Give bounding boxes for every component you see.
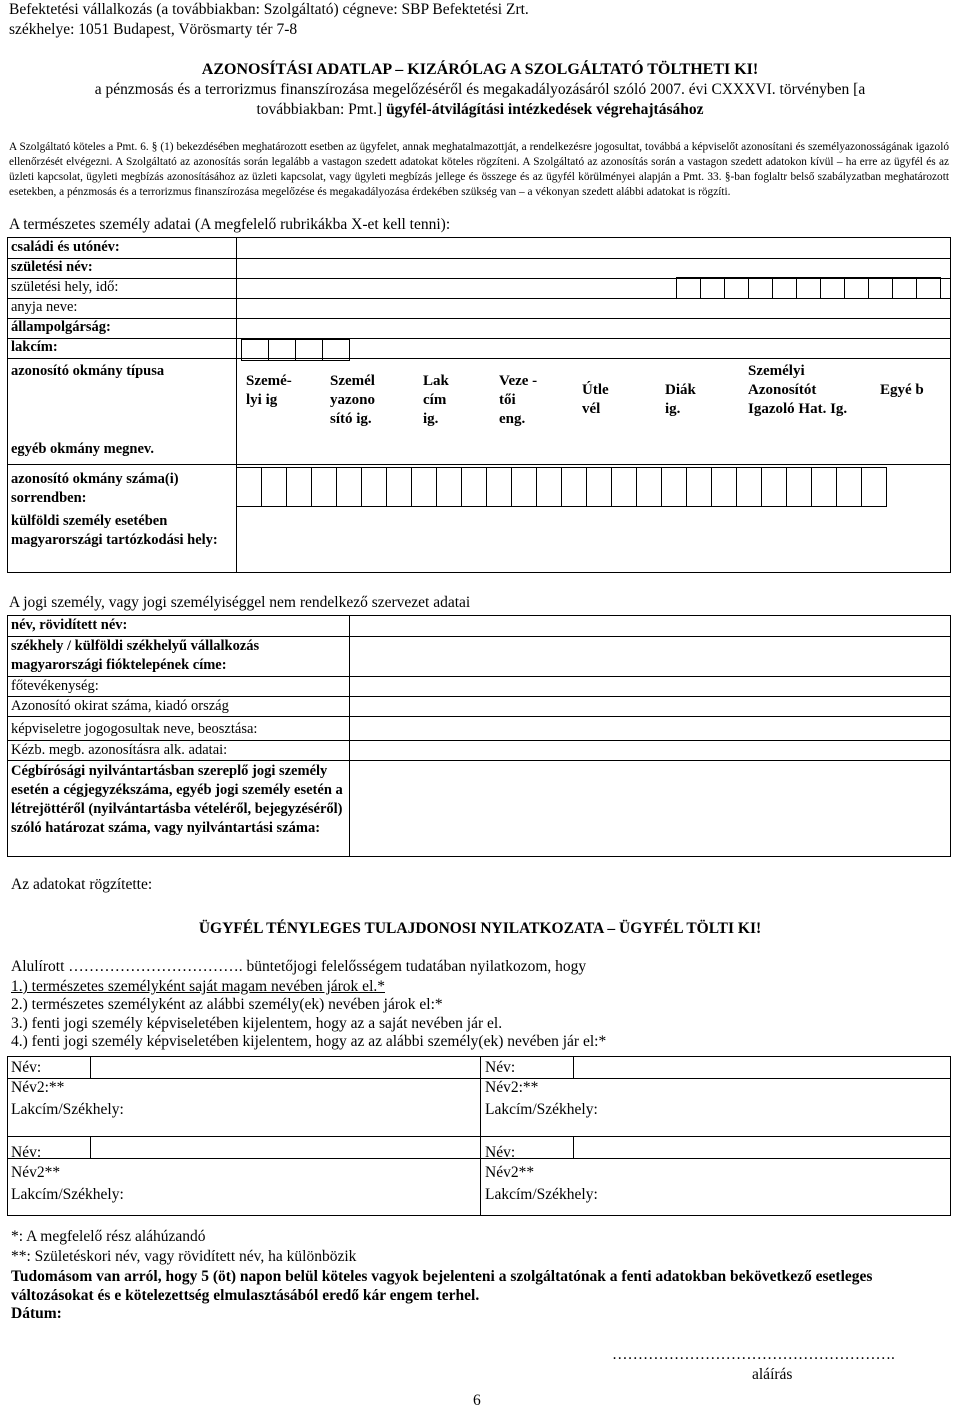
doc-type-passport[interactable]: Útle vél — [582, 382, 609, 417]
birth-name-label: születési név: — [11, 259, 93, 275]
main-activity-label: főtevékenység: — [11, 678, 99, 694]
birth-date-box[interactable] — [772, 277, 797, 299]
birth-date-box[interactable] — [748, 277, 773, 299]
birth-date-box[interactable] — [844, 277, 869, 299]
citizenship-box[interactable] — [241, 339, 269, 361]
form-title: AZONOSÍTÁSI ADATLAP – KIZÁRÓLAG A SZOLGÁLTATÓ TÖLTHETI KI! — [201, 61, 759, 78]
doc-type-personal-id[interactable]: Személ yazono sító ig. — [330, 373, 375, 427]
citizenship-label: állampolgárság: — [11, 319, 111, 335]
owner3-name-label: Név: — [11, 1144, 42, 1161]
owner1-name2-label: Név2:** — [11, 1079, 65, 1096]
representatives-label: képviseletre jogogosultak neve, beosztása: — [11, 721, 258, 737]
birth-date-box[interactable] — [676, 277, 701, 299]
declaration-option-1[interactable]: 1.) természetes személyként saját magam nevében járok el.* — [11, 978, 385, 995]
legal-name-label: név, rövidített név: — [11, 617, 128, 633]
owner3-name2-label: Név2** — [11, 1164, 61, 1181]
birth-place-date-label: születési hely, idő: — [11, 279, 119, 295]
citizenship-box[interactable] — [322, 339, 350, 361]
owner1-address-label: Lakcím/Székhely: — [11, 1101, 124, 1118]
owner1-name-label: Név: — [11, 1059, 42, 1076]
law-reference-purpose: ügyfél-átvilágítási intézkedések végrehajtásához — [386, 101, 704, 118]
owner4-address-label: Lakcím/Székhely: — [485, 1186, 598, 1203]
declaration-intro: Alulírott ……………………………. büntetőjogi felelősségem tudatában nyilatkozom, hogy — [11, 958, 587, 975]
owner4-name-label: Név: — [485, 1144, 516, 1161]
address-label: lakcím: — [11, 339, 58, 355]
owner2-address-label: Lakcím/Székhely: — [485, 1101, 598, 1118]
declaration-option-3[interactable]: 3.) fenti jogi személy képviseletében kijelentem, hogy az a saját nevében jár el. — [11, 1015, 503, 1032]
date-label: Dátum: — [11, 1305, 62, 1322]
natural-person-heading: A természetes személy adatai (A megfelelő rubrikákba X-et kell tenni): — [9, 216, 451, 233]
legal-person-heading: A jogi személy, vagy jogi személyiséggel nem rendelkező szervezet adatai — [9, 594, 471, 611]
declaration-option-4[interactable]: 4.) fenti jogi személy képviseletében kijelentem, hogy az az alábbi személy(ek) nevében jár el:* — [11, 1033, 607, 1050]
signature-label: aláírás — [752, 1366, 793, 1383]
company-register-label: Cégbírósági nyilvántartásban szereplő jogi személy esetén a cégjegyzékszáma, egyéb jogi személy esetén a létrejöttéről (nyilvántartásba vételéről, bejegyzéséről) szóló határozat száma, vagy nyilvántartási száma: — [11, 763, 343, 836]
doc-type-personal-number-card[interactable]: Személyi Azonosítót Igazoló Hat. Ig. — [748, 363, 848, 417]
law-reference-prefix: továbbiakban: Pmt.] — [256, 101, 387, 118]
owner2-name2-label: Név2:** — [485, 1079, 539, 1096]
citizenship-box[interactable] — [295, 339, 323, 361]
page-number: 6 — [473, 1392, 481, 1409]
birth-date-box[interactable] — [796, 277, 821, 299]
doc-number-boxes[interactable] — [236, 467, 887, 512]
footnote-underline: *: A megfelelő rész aláhúzandó — [11, 1228, 206, 1245]
owner3-address-label: Lakcím/Székhely: — [11, 1186, 124, 1203]
delivery-agent-label: Kézb. megb. azonosításra alk. adatai: — [11, 742, 228, 758]
law-reference-line2 — [0, 100, 960, 119]
other-doc-label: egyéb okmány megnev. — [11, 441, 154, 457]
birth-date-box[interactable] — [700, 277, 725, 299]
doc-type-id-card[interactable]: Szemé-lyi ig — [246, 373, 292, 408]
doc-type-other[interactable]: Egyé b — [880, 382, 924, 398]
doc-type-driving-licence[interactable]: Veze -tői eng. — [499, 373, 538, 427]
owner4-name2-label: Név2** — [485, 1164, 535, 1181]
birth-date-box[interactable] — [820, 277, 845, 299]
foreign-residence-label: külföldi személy esetében magyarországi tartózkodási hely: — [11, 513, 218, 548]
recorded-by-label: Az adatokat rögzítette: — [11, 876, 153, 893]
declaration-option-2[interactable]: 2.) természetes személyként az alábbi személy(ek) nevében járok el:* — [11, 996, 443, 1013]
intro-paragraph: A Szolgáltató köteles a Pmt. 6. § (1) bekezdésében meghatározott esetben az ügyfelet, annak meghatalmazottját, a rendelkezésre jogosultat, továbbá a képviselőt azonosítani és személyazonosságának igazoló ellenőrzését elvégezni. A Szolgáltató az azonosítás során legalább a vastagon szedett adatokat köteles rögzíteni. A Szolgáltató az azonosítás során a vastagon szedett adatokon kívül – ha erre az ügyfél és az üzleti kapcsolat, ügyleti megbízás azonosításához az üzleti kapcsolat, vagy ügyleti megbízás jellege és összege és az ügyfél körülményei alapján a Pmt. 33. §-ban foglaltr belső szabályzatban meghatározott esetekben, a pénzmosás és a terrorizmus finanszírozása megelőzése és megakadályozása érdekében szükség van – a vékonyan szedett alábbi adatokat is rögzíti. — [9, 141, 949, 198]
beneficial-owner-table — [7, 1056, 953, 1216]
declaration-title: ÜGYFÉL TÉNYLEGES TULAJDONOSI NYILATKOZATA – ÜGYFÉL TÖLTI KI! — [198, 920, 762, 937]
registration-doc-label: Azonosító okirat száma, kiadó ország — [11, 698, 229, 714]
doc-type-label: azonosító okmány típusa — [11, 363, 165, 379]
service-provider-name: Befektetési vállalkozás (a továbbiakban: Szolgáltató) cégneve: SBP Befektetési Zrt. — [9, 1, 529, 18]
birth-date-box[interactable] — [868, 277, 893, 299]
footnote-birth-name: **: Születéskori név, vagy rövidített név, ha különbözik — [11, 1248, 357, 1265]
change-notice: Tudomásom van arról, hogy 5 (öt) napon belül köteles vagyok bejelenteni a szolgáltatónak a fenti adatokban bekövetkező esetleges változásokat és e kötelezettség elmulasztásából eredő kár engem terhel. — [11, 1268, 873, 1304]
family-and-given-name-label: családi és utónév: — [11, 239, 120, 255]
owner2-name-label: Név: — [485, 1059, 516, 1076]
doc-type-address-card[interactable]: Lak cím ig. — [423, 373, 449, 427]
mother-name-label: anyja neve: — [11, 299, 78, 315]
law-reference-line1: a pénzmosás és a terrorizmus finanszírozása megelőzéséről és megakadályozásáról szóló 2007. évi CXXXVI. törvényben [a — [94, 81, 866, 98]
signature-line[interactable]: ………………………………………………. — [612, 1346, 895, 1363]
doc-number-label: azonosító okmány száma(i) sorrendben: — [11, 471, 179, 506]
birth-date-box[interactable] — [916, 277, 941, 299]
service-provider-address: székhelye: 1051 Budapest, Vörösmarty tér 7-8 — [9, 21, 298, 38]
citizenship-box[interactable] — [268, 339, 296, 361]
birth-date-box[interactable] — [724, 277, 749, 299]
legal-seat-label: székhely / külföldi székhelyű vállalkozás magyarországi fióktelepének címe: — [11, 638, 260, 673]
doc-type-student-card[interactable]: Diák ig. — [665, 382, 696, 417]
birth-date-box[interactable] — [892, 277, 917, 299]
